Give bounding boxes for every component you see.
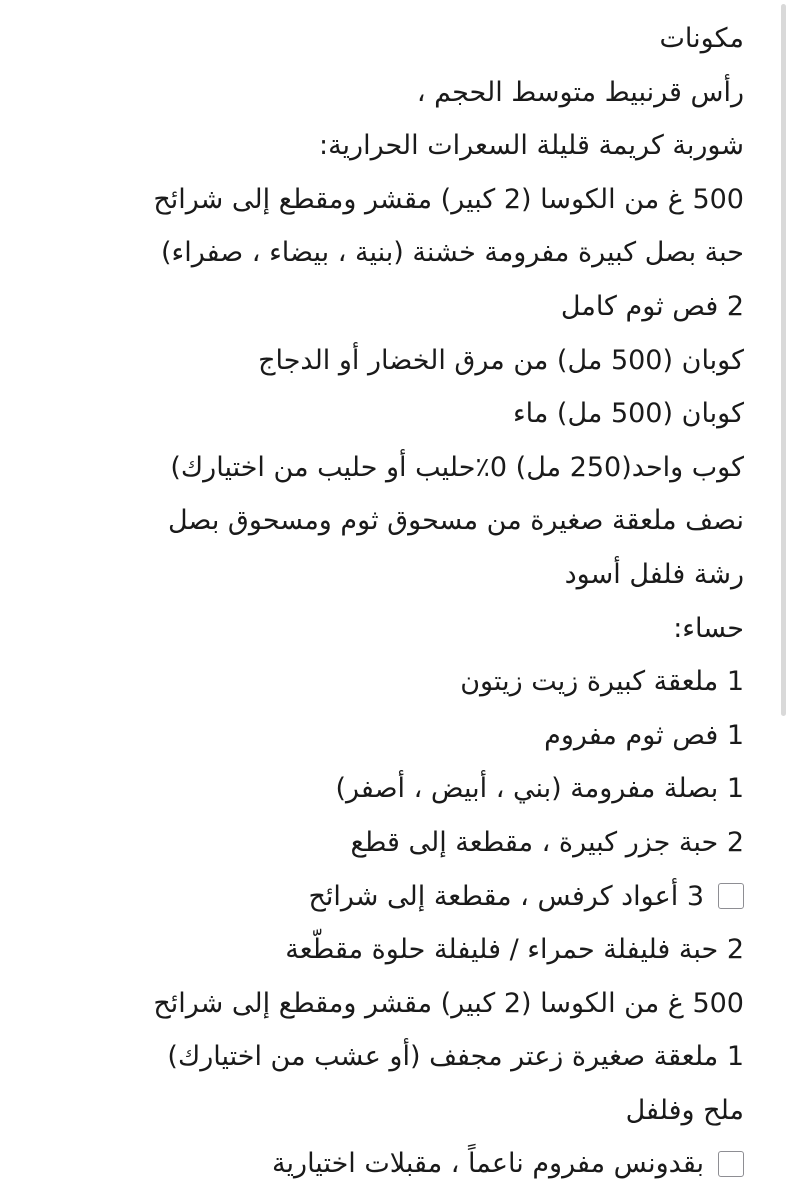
note-line xyxy=(24,762,744,816)
note-line xyxy=(24,494,744,548)
note-line-text: شوربة كريمة قليلة السعرات الحرارية: xyxy=(318,130,744,162)
note-line-text: 2 حبة جزر كبيرة ، مقطعة إلى قطع xyxy=(350,826,744,858)
note-line-text: رأس قرنبيط متوسط الحجم ، xyxy=(416,76,744,108)
note-line-text: كوب واحد(250 مل) 0٪حليب أو حليب من اختيارك) xyxy=(170,451,744,483)
note-line xyxy=(24,387,744,441)
note-line xyxy=(24,602,744,656)
note-line-text: 1 فص ثوم مفروم xyxy=(544,719,744,751)
note-line-text: كوبان (500 مل) ماء xyxy=(512,398,744,430)
checklist-checkbox[interactable] xyxy=(718,1151,744,1177)
note-line xyxy=(24,548,744,602)
note-line xyxy=(24,816,744,870)
note-line-text: 500 غ من الكوسا (2 كبير) مقشر ومقطع إلى شرائح xyxy=(153,183,744,215)
note-line-text: حساء: xyxy=(673,612,744,644)
note-line-text: 1 ملعقة كبيرة زيت زيتون xyxy=(460,666,744,698)
note-line xyxy=(24,334,744,388)
note-line-text: 3 أعواد كرفس ، مقطعة إلى شرائح xyxy=(308,880,704,912)
note-line-text: 2 حبة فليفلة حمراء / فليفلة حلوة مقطّعة xyxy=(285,934,744,966)
note-line xyxy=(24,441,744,495)
note-line xyxy=(24,709,744,763)
checklist-item xyxy=(24,870,744,924)
note-line-text: ملح وفلفل xyxy=(625,1094,744,1126)
note-line-text: مكونات xyxy=(659,23,744,54)
note-line xyxy=(24,923,744,977)
checklist-checkbox[interactable] xyxy=(718,883,744,909)
note-line xyxy=(24,977,744,1031)
note-line-text: بقدونس مفروم ناعماً ، مقبلات اختيارية xyxy=(272,1148,704,1180)
note-line-text: 1 ملعقة صغيرة زعتر مجفف (أو عشب من اختيارك) xyxy=(167,1041,744,1073)
note-line-text: 1 بصلة مفرومة (بني ، أبيض ، أصفر) xyxy=(335,773,744,805)
note-line-text: كوبان (500 مل) من مرق الخضار أو الدجاج xyxy=(258,344,744,376)
note-line-text: حبة بصل كبيرة مفرومة خشنة (بنية ، بيضاء ، صفراء) xyxy=(161,237,744,269)
note-line xyxy=(24,1084,744,1138)
note-line-text: رشة فلفل أسود xyxy=(564,558,744,590)
note-line xyxy=(24,12,744,66)
note-line xyxy=(24,1030,744,1084)
note-body[interactable] xyxy=(24,12,744,1191)
note-line xyxy=(24,66,744,120)
checklist-item xyxy=(24,1137,744,1191)
note-line xyxy=(24,280,744,334)
note-line-text: 500 غ من الكوسا (2 كبير) مقشر ومقطع إلى شرائح xyxy=(153,987,744,1019)
note-line xyxy=(24,655,744,709)
note-line-text: 2 فص ثوم كامل xyxy=(560,290,744,322)
scrollbar-thumb[interactable] xyxy=(781,4,786,716)
scrollbar[interactable] xyxy=(778,0,792,1200)
note-line xyxy=(24,119,744,173)
note-line-text: نصف ملعقة صغيرة من مسحوق ثوم ومسحوق بصل xyxy=(167,505,744,537)
note-line xyxy=(24,173,744,227)
note-line xyxy=(24,226,744,280)
